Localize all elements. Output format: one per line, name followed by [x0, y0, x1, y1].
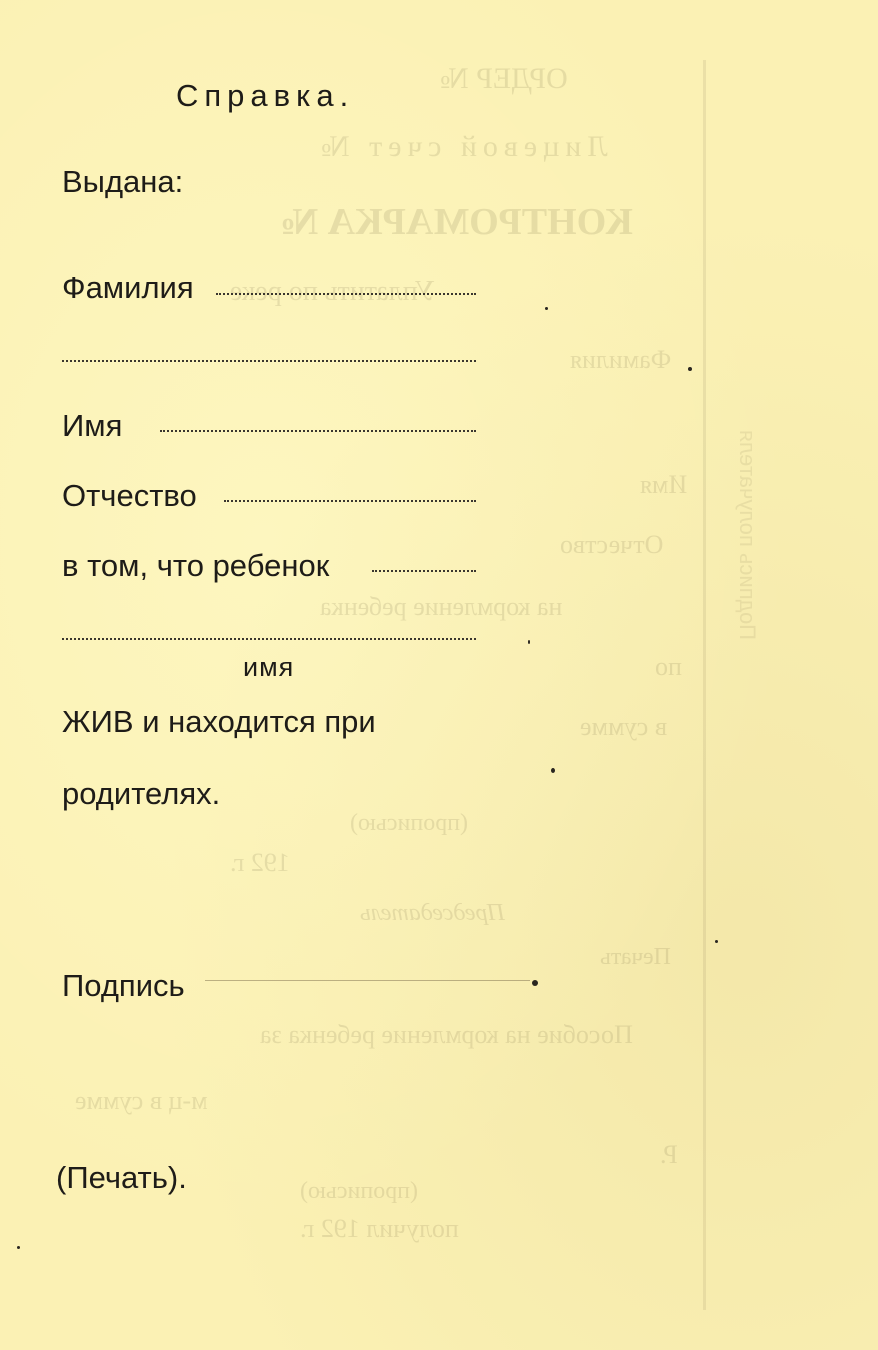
show-through-line: 192 г.: [230, 848, 290, 877]
show-through-line: получил 192 г.: [300, 1214, 459, 1243]
show-through-line: по: [655, 652, 682, 681]
show-through-line: м-ц в сумме: [75, 1086, 208, 1115]
show-through-line: Отчество: [560, 530, 664, 559]
surname-label: Фамилия: [62, 270, 194, 305]
page-title: Справка.: [176, 78, 355, 113]
first-name-label: Имя: [62, 408, 123, 443]
stamp-label: (Печать).: [56, 1160, 187, 1195]
statement-line-1: ЖИВ и находится при: [62, 704, 376, 739]
paper-speck: [528, 640, 530, 644]
statement-line-2: родителях.: [62, 776, 221, 811]
show-through-rule: [703, 60, 706, 1310]
show-through-line: Р.: [660, 1140, 678, 1169]
paper-speck: [545, 307, 548, 310]
surname-dotted-line-continued[interactable]: [62, 360, 476, 362]
show-through-line: (прописью): [300, 1178, 419, 1204]
show-through-line: на кормление ребенка: [320, 592, 563, 621]
show-through-line: Пособие на кормление ребенка за: [260, 1020, 633, 1049]
show-through-line: ОРДЕР №: [440, 62, 568, 95]
child-name-dotted-line-continued[interactable]: [62, 638, 476, 640]
show-through-line: Председатель: [360, 900, 505, 926]
show-through-line: (прописью): [350, 810, 469, 836]
show-through-line: Лицевой счет №: [315, 130, 608, 163]
paper-speck: [715, 940, 718, 943]
show-through-line: КОНТРОМАРКА №: [280, 201, 633, 243]
first-name-dotted-line[interactable]: [160, 430, 476, 432]
paper-speck: [688, 367, 692, 371]
show-through-line: в сумме: [580, 712, 668, 741]
name-hint: имя: [243, 652, 295, 682]
child-name-dotted-line[interactable]: [372, 570, 476, 572]
child-statement-label: в том, что ребенок: [62, 548, 330, 583]
issued-label: Выдана:: [62, 164, 184, 199]
surname-dotted-line[interactable]: [216, 293, 476, 295]
paper-speck: [17, 1246, 20, 1249]
signature-label: Подпись: [62, 968, 185, 1003]
signature-line[interactable]: [205, 980, 530, 981]
paper-speck: [532, 980, 538, 986]
show-through-line: Фамилия: [570, 345, 672, 374]
show-through-line: Имя: [640, 470, 688, 499]
patronymic-dotted-line[interactable]: [224, 500, 476, 502]
show-through-vertical: Подпись получателя: [735, 430, 760, 640]
show-through-line: Печать: [600, 944, 671, 970]
paper-speck: [551, 768, 555, 773]
patronymic-label: Отчество: [62, 478, 197, 513]
show-through-line: Уплатить по реке: [230, 276, 435, 307]
